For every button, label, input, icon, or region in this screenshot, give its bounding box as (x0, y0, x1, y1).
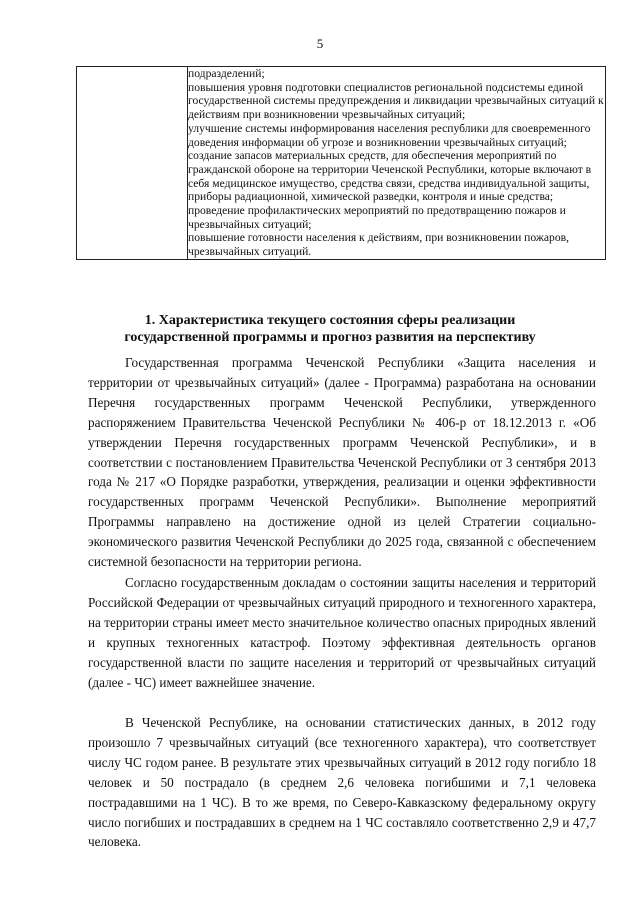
list-item: создание запасов материальных средств, для обеспечения мероприятий по гражданской обороне на территории Чеченской Республики, которые включают в себя медицинское имущество, средства связи, средства индивидуальной защиты, приборы радиационной, химической разведки, контроля и иные средства; (188, 149, 592, 204)
list-item: улучшение системы информирования населения республики для своевременного доведения информации об угрозе и возникновении чрезвычайных ситуаций; (188, 121, 591, 149)
paragraph (88, 713, 596, 852)
table-left-cell (77, 67, 188, 260)
table-row (77, 67, 606, 260)
continuation-table (76, 66, 606, 260)
list-item: подразделений; (188, 67, 265, 80)
page-number: 5 (316, 36, 324, 51)
paragraph-text: В Чеченской Республике, на основании статистических данных, в 2012 году произошло 7 чрезвычайных ситуаций (все техногенного характера), что соответствует числу ЧС годом ранее. В результате этих чрезвычайных ситуаций в 2012 году погибло 18 человек и 50 пострадало (в среднем 2,6 человека погибшими и 7,1 человека пострадавшими на 1 ЧС). В то же время, по Северо-Кавказскому федеральному округу число погибших и пострадавших в среднем на 1 ЧС составляло соответственно 2,9 и 47,7 человека. (88, 715, 596, 850)
list-item: проведение профилактических мероприятий по предотвращению пожаров и чрезвычайных ситуаций; (188, 204, 566, 231)
paragraph (88, 573, 596, 692)
section-heading-line-1: 1. Характеристика текущего состояния сферы реализации (144, 313, 516, 328)
paragraph-text: Государственная программа Чеченской Республики «Защита населения и территории от чрезвычайных ситуаций» (далее - Программа) разработана на основании Перечня государственных программ Чеченской Республики, утвержденного распоряжением Правительства Чеченской Республики № 406-р от 18.12.2013 г. «Об утверждении Перечня государственных программ Чеченской Республики», и в соответствии с постановлением Правительства Чеченской Республики от 3 сентября 2013 года № 217 «О Порядке разработки, утверждения, реализации и оценки эффективности государственных программ Чеченской Республики». Выполнение мероприятий Программы направлено на достижение одной из целей Стратегии социально-экономического развития Чеченской Республики до 2025 года, связанной с обеспечением системной безопасности на территории региона. (88, 355, 596, 570)
paragraph (88, 353, 596, 572)
section-heading (80, 313, 580, 346)
section-heading-line-2: государственной программы и прогноз развития на перспективу (124, 329, 536, 345)
table-right-cell (188, 67, 606, 260)
paragraph-text: Согласно государственным докладам о состоянии защиты населения и территорий Российской Федерации от чрезвычайных ситуаций природного и техногенного характера, на территории страны имеет место значительное количество опасных природных явлений и крупных техногенных катастроф. Поэтому эффективная деятельность органов государственной власти по защите населения и территорий от чрезвычайных ситуаций (далее - ЧС) имеет важнейшее значение. (88, 575, 596, 690)
list-item: повышение готовности населения к действиям, при возникновении пожаров, чрезвычайных ситуаций. (188, 231, 570, 259)
list-item: повышения уровня подготовки специалистов региональной подсистемы единой государственной системы предупреждения и ликвидации чрезвычайных ситуаций к действиям при возникновении чрезвычайных ситуаций; (188, 80, 604, 122)
